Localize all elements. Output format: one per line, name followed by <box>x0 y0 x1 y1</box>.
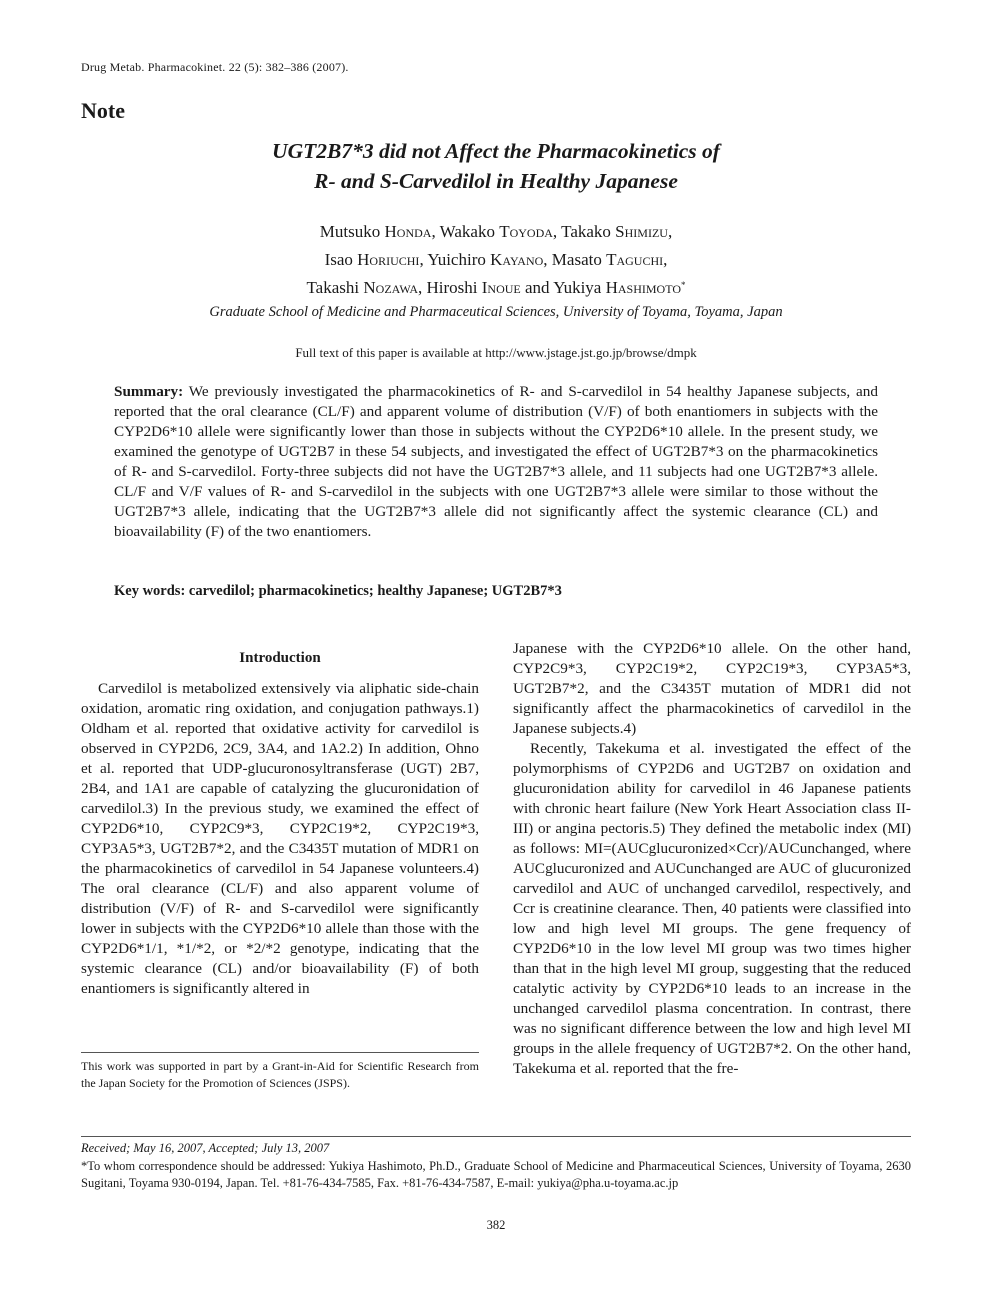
footnote-divider <box>81 1052 479 1053</box>
section-label: Note <box>81 98 125 123</box>
summary-label: Summary: <box>114 383 184 400</box>
keywords: Key words: carvedilol; pharmacokinetics; healthy Japanese; UGT2B7*3 <box>114 583 562 599</box>
author-line-3: Takashi Nozawa, Hiroshi Inoue and Yukiya Hashimoto* <box>306 278 686 297</box>
title-line-1: UGT2B7*3 did not Affect the Pharmacokinetics of <box>272 139 720 163</box>
left-column <box>81 679 479 999</box>
correspondence-footnote: *To whom correspondence should be addressed: Yukiya Hashimoto, Ph.D., Graduate School of Medicine and Pharmaceutical Sciences, University of Toyama, 2630 Sugitani, Toyama 930-0194, Japan. Tel. +81-76-434-7585, Fax. +81-76-434-7587, E-mail: yukiya@pha.u-toyama.ac.jp <box>81 1159 911 1190</box>
full-text-note: Full text of this paper is available at http://www.jstage.jst.go.jp/browse/dmpk <box>295 345 697 360</box>
intro-paragraph-2: Recently, Takekuma et al. investigated the effect of the polymorphisms of CYP2D6 and UGT2B7 on oxidation and glucuronidation ability for carvedilol in 46 Japanese patients with chronic heart failure (New York Heart Association class II-III) or angina pectoris.5) They defined the metabolic index (MI) as follows: MI=(AUCglucuronized×Ccr)/AUCunchanged, where AUCglucuronized and AUCunchanged are AUC of glucuronized carvedilol and AUC of unchanged carvedilol, respectively, and Ccr is creatinine clearance. Then, 40 patients were classified into low and high level MI groups. The gene frequency of CYP2D6*10 in the low level MI group was two times higher than that in the high level MI group, suggesting that the reduced catalytic activity by CYP2D6*10 leads to an increase in the unchanged carvedilol plasma concentration. In contrast, there was no significant difference between the low and high level MI groups in the allele frequency of UGT2B7*2. On the other hand, Takekuma et al. reported that the fre- <box>513 740 911 1077</box>
author-line-2: Isao Horiuchi, Yuichiro Kayano, Masato Taguchi, <box>324 250 668 269</box>
title-line-2: R- and S-Carvedilol in Healthy Japanese <box>314 169 678 193</box>
author-line-1: Mutsuko Honda, Wakako Toyoda, Takako Shimizu, <box>319 222 673 241</box>
journal-reference: Drug Metab. Pharmacokinet. 22 (5): 382–386 (2007). <box>81 60 349 74</box>
bottom-divider <box>81 1136 911 1137</box>
paper-title <box>0 136 992 196</box>
received-dates: Received; May 16, 2007, Accepted; July 13, 2007 <box>81 1141 330 1155</box>
page-number: 382 <box>486 1218 506 1232</box>
intro-paragraph-continued: Japanese with the CYP2D6*10 allele. On the other hand, CYP2C9*3, CYP2C19*2, CYP2C19*3, CYP3A5*3, UGT2B7*2, and the C3435T mutation of MDR1 did not significantly affect the pharmacokinetics of carvedilol in the Japanese subjects.4) <box>513 640 911 737</box>
affiliation: Graduate School of Medicine and Pharmaceutical Sciences, University of Toyama, Toyama, Japan <box>209 304 783 320</box>
grant-footnote: This work was supported in part by a Grant-in-Aid for Scientific Research from the Japan Society for the Promotion of Sciences (JSPS). <box>81 1059 479 1090</box>
introduction-heading: Introduction <box>239 650 321 666</box>
summary-text: We previously investigated the pharmacokinetics of R- and S-carvedilol in 54 healthy Japanese subjects, and reported that the oral clearance (CL/F) and apparent volume of distribution (V/F) of both enantiomers in subjects with the CYP2D6*10 allele were significantly lower than those in subjects without the CYP2D6*10 allele. In the present study, we examined the genotype of UGT2B7 in these 54 subjects, and investigated the effect of UGT2B7*3 on the pharmacokinetics of R- and S-carvedilol. Forty-three subjects did not have the UGT2B7*3 allele, and 11 subjects had one UGT2B7*3 allele. CL/F and V/F values of R- and S-carvedilol in the subjects with one UGT2B7*3 allele were similar to those without the UGT2B7*3 allele, indicating that the UGT2B7*3 allele did not significantly affect the systemic clearance (CL) and bioavailability (F) of the two enantiomers. <box>114 383 878 540</box>
corresponding-author-mark: * <box>681 280 686 290</box>
author-list <box>0 218 992 302</box>
right-column <box>513 639 911 1079</box>
summary-abstract <box>114 382 878 542</box>
intro-paragraph-1: Carvedilol is metabolized extensively via aliphatic side-chain oxidation, aromatic ring oxidation, and conjugation pathways.1) Oldham et al. reported that oxidative activity for carvedilol is observed in CYP2D6, 2C9, 3A4, and 1A2.2) In addition, Ohno et al. reported that UDP-glucuronosyltransferase (UGT) 2B7, 2B4, and 1A1 are capable of catalyzing the glucuronidation of carvedilol.3) In the previous study, we examined the effect of CYP2D6*10, CYP2C9*3, CYP2C19*2, CYP2C19*3, CYP3A5*3, UGT2B7*2, and the C3435T mutation of MDR1 on the pharmacokinetics of carvedilol in 54 Japanese volunteers.4) The oral clearance (CL/F) and also apparent volume of distribution (V/F) of R- and S-carvedilol were significantly lower in subjects with the CYP2D6*10 allele than those with the CYP2D6*1/1, *1/*2, or *2/*2 genotype, indicating that the systemic clearance (CL) and/or bioavailability (F) of both enantiomers is significantly altered in <box>81 680 479 997</box>
